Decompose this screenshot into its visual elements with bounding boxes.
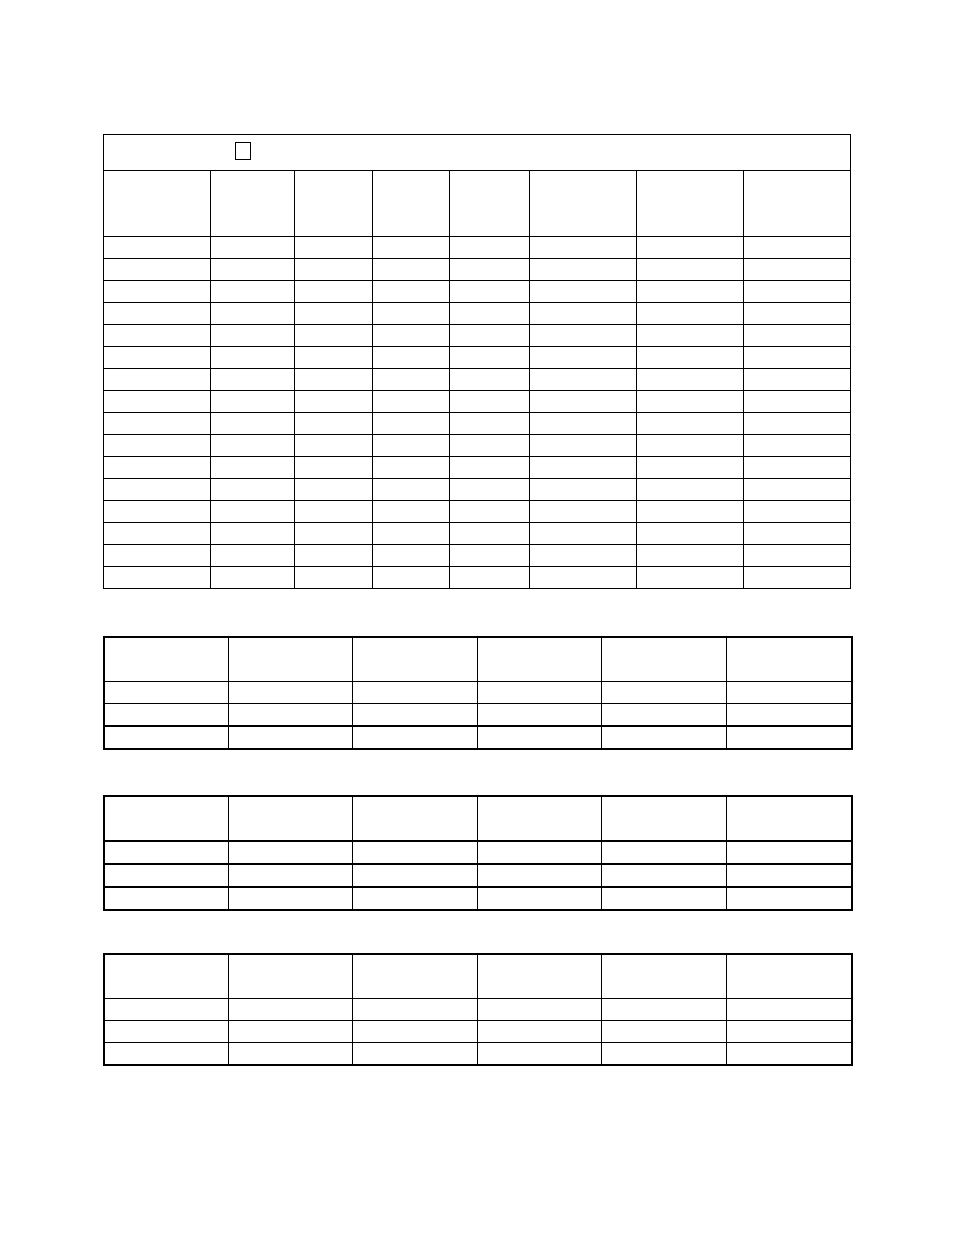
summary-cell[interactable] <box>726 864 852 887</box>
summary-cell[interactable] <box>228 726 352 749</box>
summary-cell[interactable] <box>352 1043 477 1066</box>
table-cell[interactable] <box>637 501 744 523</box>
table-cell[interactable] <box>373 545 450 567</box>
table-cell[interactable] <box>295 391 373 413</box>
table-cell[interactable] <box>637 237 744 259</box>
summary-cell[interactable] <box>477 682 601 704</box>
table-cell[interactable] <box>373 369 450 391</box>
summary-cell[interactable] <box>601 841 726 864</box>
table-cell[interactable] <box>450 325 530 347</box>
summary-cell[interactable] <box>726 726 852 749</box>
column-header-row <box>104 171 851 237</box>
summary-column-header <box>352 637 477 682</box>
table-cell[interactable] <box>373 523 450 545</box>
summary-cell[interactable] <box>104 1043 228 1066</box>
table-row <box>104 413 851 435</box>
table-cell[interactable] <box>295 523 373 545</box>
summary-column-header <box>726 796 852 841</box>
table-cell[interactable] <box>211 325 295 347</box>
summary-cell[interactable] <box>477 841 601 864</box>
table-cell[interactable] <box>373 281 450 303</box>
summary-column-header <box>104 637 228 682</box>
summary-cell[interactable] <box>726 704 852 727</box>
table-cell[interactable] <box>295 303 373 325</box>
summary-column-header <box>352 954 477 999</box>
table-cell[interactable] <box>295 545 373 567</box>
summary-cell[interactable] <box>228 1043 352 1066</box>
column-header <box>637 171 744 237</box>
summary-cell[interactable] <box>477 864 601 887</box>
column-header <box>744 171 851 237</box>
summary-cell[interactable] <box>352 704 477 727</box>
summary-cell[interactable] <box>352 999 477 1021</box>
summary-column-header <box>726 637 852 682</box>
table-cell[interactable] <box>211 237 295 259</box>
summary-header-row <box>104 954 852 999</box>
summary-cell[interactable] <box>601 704 726 727</box>
table-cell[interactable] <box>211 479 295 501</box>
table-cell[interactable] <box>104 303 211 325</box>
table-cell[interactable] <box>530 281 637 303</box>
table-cell[interactable] <box>637 457 744 479</box>
table-cell[interactable] <box>530 413 637 435</box>
summary-table-2 <box>103 795 853 911</box>
table-cell[interactable] <box>450 567 530 589</box>
table-row <box>104 369 851 391</box>
table-cell[interactable] <box>744 523 851 545</box>
table-cell[interactable] <box>295 479 373 501</box>
table-row <box>104 545 851 567</box>
table-cell[interactable] <box>450 391 530 413</box>
table-cell[interactable] <box>373 435 450 457</box>
table-cell[interactable] <box>450 523 530 545</box>
summary-cell[interactable] <box>601 887 726 910</box>
table-cell[interactable] <box>744 259 851 281</box>
table-cell[interactable] <box>530 567 637 589</box>
summary-column-header <box>601 796 726 841</box>
table-cell[interactable] <box>373 259 450 281</box>
checkbox[interactable] <box>235 142 251 160</box>
table-cell[interactable] <box>450 457 530 479</box>
summary-cell[interactable] <box>228 887 352 910</box>
table-cell[interactable] <box>373 347 450 369</box>
table-cell[interactable] <box>104 545 211 567</box>
table-cell[interactable] <box>104 281 211 303</box>
table-cell[interactable] <box>637 413 744 435</box>
table-cell[interactable] <box>104 413 211 435</box>
summary-cell[interactable] <box>228 864 352 887</box>
column-header <box>530 171 637 237</box>
table-cell[interactable] <box>530 545 637 567</box>
summary-cell[interactable] <box>601 1021 726 1043</box>
table-cell[interactable] <box>637 281 744 303</box>
summary-column-header <box>352 796 477 841</box>
summary-cell[interactable] <box>352 726 477 749</box>
column-header <box>295 171 373 237</box>
summary-cell[interactable] <box>104 887 228 910</box>
table-cell[interactable] <box>373 391 450 413</box>
summary-cell[interactable] <box>726 1021 852 1043</box>
table-cell[interactable] <box>637 523 744 545</box>
table-cell[interactable] <box>530 523 637 545</box>
summary-cell[interactable] <box>601 864 726 887</box>
table-cell[interactable] <box>211 259 295 281</box>
column-header <box>373 171 450 237</box>
table-cell[interactable] <box>637 567 744 589</box>
column-header <box>104 171 211 237</box>
table-cell[interactable] <box>104 435 211 457</box>
table-cell[interactable] <box>295 567 373 589</box>
summary-column-header <box>104 796 228 841</box>
table-cell[interactable] <box>104 567 211 589</box>
table-cell[interactable] <box>295 413 373 435</box>
table-cell[interactable] <box>104 501 211 523</box>
summary-cell[interactable] <box>726 999 852 1021</box>
summary-column-header <box>477 637 601 682</box>
table-cell[interactable] <box>530 435 637 457</box>
table-cell[interactable] <box>450 369 530 391</box>
summary-header-row <box>104 796 852 841</box>
summary-column-header <box>601 954 726 999</box>
table-cell[interactable] <box>637 259 744 281</box>
table-cell[interactable] <box>530 457 637 479</box>
table-cell[interactable] <box>637 479 744 501</box>
table-cell[interactable] <box>373 325 450 347</box>
table-cell[interactable] <box>450 303 530 325</box>
table-cell[interactable] <box>211 457 295 479</box>
table-cell[interactable] <box>530 479 637 501</box>
summary-cell[interactable] <box>352 864 477 887</box>
summary-cell[interactable] <box>601 999 726 1021</box>
summary-cell[interactable] <box>477 999 601 1021</box>
table-cell[interactable] <box>744 347 851 369</box>
summary-cell[interactable] <box>104 726 228 749</box>
summary-cell[interactable] <box>228 704 352 727</box>
summary-cell[interactable] <box>228 999 352 1021</box>
table-cell[interactable] <box>295 501 373 523</box>
table-cell[interactable] <box>744 303 851 325</box>
table-cell[interactable] <box>373 479 450 501</box>
summary-column-header <box>104 954 228 999</box>
table-cell[interactable] <box>744 281 851 303</box>
summary-header-row <box>104 637 852 682</box>
summary-table-1 <box>103 636 853 750</box>
table-row <box>104 259 851 281</box>
table-row <box>104 347 851 369</box>
table-cell[interactable] <box>295 347 373 369</box>
table-cell[interactable] <box>104 369 211 391</box>
table-cell[interactable] <box>450 479 530 501</box>
summary-cell[interactable] <box>601 1043 726 1066</box>
table-cell[interactable] <box>744 369 851 391</box>
table-cell[interactable] <box>450 413 530 435</box>
table-cell[interactable] <box>104 325 211 347</box>
summary-cell[interactable] <box>352 682 477 704</box>
table-cell[interactable] <box>744 479 851 501</box>
main-log-table <box>103 134 851 589</box>
table-row <box>104 567 851 589</box>
form-title-cell <box>104 135 851 171</box>
table-cell[interactable] <box>104 523 211 545</box>
summary-column-header <box>477 796 601 841</box>
table-cell[interactable] <box>373 457 450 479</box>
table-cell[interactable] <box>450 237 530 259</box>
table-cell[interactable] <box>295 325 373 347</box>
table-cell[interactable] <box>211 369 295 391</box>
summary-row <box>104 726 852 749</box>
table-row <box>104 479 851 501</box>
table-cell[interactable] <box>104 259 211 281</box>
table-cell[interactable] <box>530 347 637 369</box>
column-header <box>450 171 530 237</box>
table-cell[interactable] <box>637 369 744 391</box>
summary-column-header <box>601 637 726 682</box>
table-cell[interactable] <box>211 523 295 545</box>
table-cell[interactable] <box>530 325 637 347</box>
table-cell[interactable] <box>295 259 373 281</box>
table-cell[interactable] <box>211 391 295 413</box>
table-cell[interactable] <box>744 413 851 435</box>
table-cell[interactable] <box>450 259 530 281</box>
table-cell[interactable] <box>450 545 530 567</box>
table-cell[interactable] <box>530 237 637 259</box>
table-row <box>104 523 851 545</box>
summary-cell[interactable] <box>601 682 726 704</box>
summary-cell[interactable] <box>228 841 352 864</box>
table-cell[interactable] <box>373 567 450 589</box>
summary-cell[interactable] <box>477 1043 601 1066</box>
summary-cell[interactable] <box>726 887 852 910</box>
table-cell[interactable] <box>744 435 851 457</box>
summary-column-header <box>228 796 352 841</box>
summary-cell[interactable] <box>104 999 228 1021</box>
table-row <box>104 391 851 413</box>
table-cell[interactable] <box>637 545 744 567</box>
table-cell[interactable] <box>744 325 851 347</box>
table-cell[interactable] <box>295 369 373 391</box>
table-cell[interactable] <box>450 347 530 369</box>
table-cell[interactable] <box>530 259 637 281</box>
table-cell[interactable] <box>637 391 744 413</box>
summary-row <box>104 887 852 910</box>
summary-cell[interactable] <box>477 704 601 727</box>
column-header <box>211 171 295 237</box>
summary-row <box>104 1021 852 1043</box>
summary-cell[interactable] <box>352 1021 477 1043</box>
table-row <box>104 281 851 303</box>
table-cell[interactable] <box>211 501 295 523</box>
summary-cell[interactable] <box>477 1021 601 1043</box>
table-cell[interactable] <box>104 391 211 413</box>
table-cell[interactable] <box>104 457 211 479</box>
table-cell[interactable] <box>530 501 637 523</box>
summary-cell[interactable] <box>726 841 852 864</box>
table-cell[interactable] <box>295 457 373 479</box>
summary-column-header <box>477 954 601 999</box>
summary-cell[interactable] <box>352 887 477 910</box>
summary-cell[interactable] <box>726 682 852 704</box>
table-cell[interactable] <box>373 413 450 435</box>
table-cell[interactable] <box>530 391 637 413</box>
table-row <box>104 501 851 523</box>
table-cell[interactable] <box>211 567 295 589</box>
summary-row <box>104 682 852 704</box>
table-cell[interactable] <box>211 281 295 303</box>
table-cell[interactable] <box>295 281 373 303</box>
summary-cell[interactable] <box>477 726 601 749</box>
summary-row <box>104 704 852 727</box>
table-cell[interactable] <box>530 369 637 391</box>
summary-cell[interactable] <box>104 864 228 887</box>
summary-cell[interactable] <box>104 1021 228 1043</box>
table-cell[interactable] <box>637 347 744 369</box>
table-cell[interactable] <box>637 435 744 457</box>
table-cell[interactable] <box>744 567 851 589</box>
table-row <box>104 457 851 479</box>
table-cell[interactable] <box>744 237 851 259</box>
table-cell[interactable] <box>530 303 637 325</box>
table-cell[interactable] <box>104 237 211 259</box>
table-cell[interactable] <box>450 435 530 457</box>
table-row <box>104 325 851 347</box>
table-cell[interactable] <box>211 545 295 567</box>
table-cell[interactable] <box>744 391 851 413</box>
table-row <box>104 435 851 457</box>
summary-row <box>104 864 852 887</box>
summary-column-header <box>228 637 352 682</box>
table-cell[interactable] <box>373 501 450 523</box>
summary-row <box>104 999 852 1021</box>
table-cell[interactable] <box>211 413 295 435</box>
table-cell[interactable] <box>373 303 450 325</box>
table-row <box>104 303 851 325</box>
summary-column-header <box>228 954 352 999</box>
table-cell[interactable] <box>373 237 450 259</box>
table-row <box>104 237 851 259</box>
summary-column-header <box>726 954 852 999</box>
table-cell[interactable] <box>211 435 295 457</box>
table-cell[interactable] <box>744 457 851 479</box>
table-cell[interactable] <box>295 435 373 457</box>
table-cell[interactable] <box>637 303 744 325</box>
table-cell[interactable] <box>211 347 295 369</box>
table-cell[interactable] <box>295 237 373 259</box>
summary-cell[interactable] <box>228 682 352 704</box>
table-cell[interactable] <box>104 347 211 369</box>
table-cell[interactable] <box>211 303 295 325</box>
summary-cell[interactable] <box>104 682 228 704</box>
summary-cell[interactable] <box>104 841 228 864</box>
summary-cell[interactable] <box>477 887 601 910</box>
table-cell[interactable] <box>104 479 211 501</box>
summary-row <box>104 841 852 864</box>
table-cell[interactable] <box>637 325 744 347</box>
summary-table-3 <box>103 953 853 1066</box>
table-cell[interactable] <box>744 501 851 523</box>
table-cell[interactable] <box>450 501 530 523</box>
summary-cell[interactable] <box>601 726 726 749</box>
summary-cell[interactable] <box>228 1021 352 1043</box>
summary-row <box>104 1043 852 1066</box>
table-cell[interactable] <box>744 545 851 567</box>
table-cell[interactable] <box>450 281 530 303</box>
summary-cell[interactable] <box>352 841 477 864</box>
summary-cell[interactable] <box>726 1043 852 1066</box>
summary-cell[interactable] <box>104 704 228 727</box>
